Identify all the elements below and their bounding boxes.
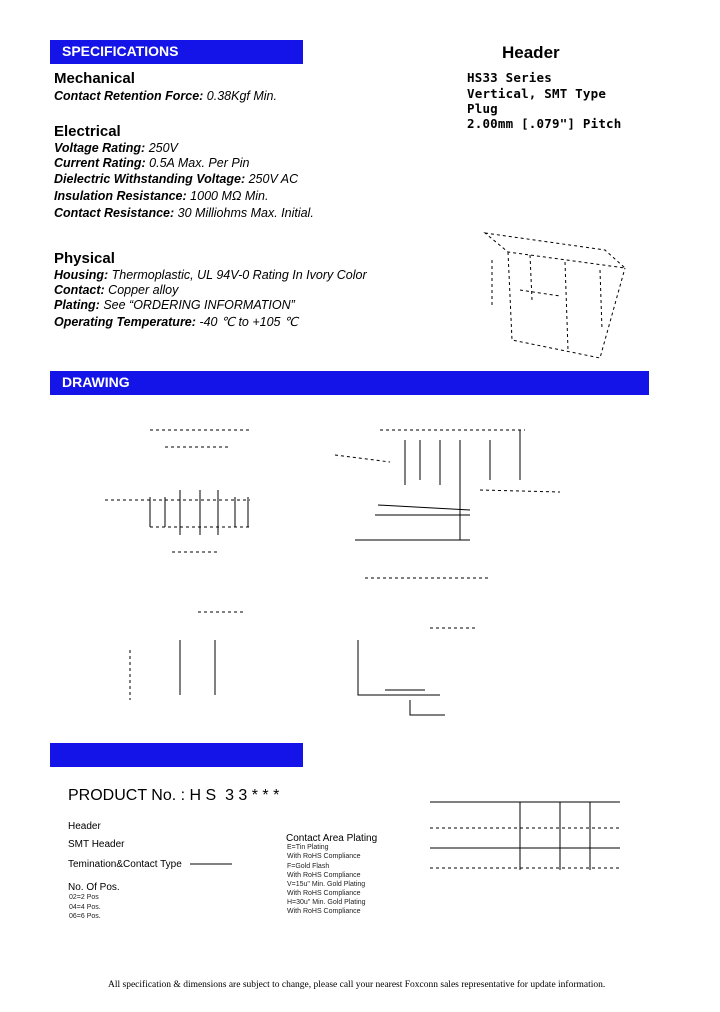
- electrical-item: Insulation Resistance: 1000 MΩ Min.: [54, 189, 269, 203]
- electrical-item: Current Rating: 0.5A Max. Per Pin: [54, 156, 250, 170]
- side-view-drawing: [335, 430, 560, 578]
- physical-item: Housing: Thermoplastic, UL 94V-0 Rating In Ivory Color: [54, 268, 367, 282]
- pos-option: 04=4 Pos.: [69, 904, 101, 911]
- physical-item: Contact: Copper alloy: [54, 283, 179, 297]
- ordering-table-sketch: [430, 802, 620, 870]
- product-number: PRODUCT No. : H S 3 3 * * *: [68, 787, 280, 804]
- specifications-title: SPECIFICATIONS: [62, 43, 179, 59]
- physical-item: Plating: See “ORDERING INFORMATION”: [54, 298, 295, 312]
- pos-option: 06=6 Pos.: [69, 913, 101, 920]
- physical-item: Operating Temperature: -40 ℃ to +105 ℃: [54, 315, 299, 329]
- no-of-pos-label: No. Of Pos.: [68, 882, 120, 893]
- pitch-label: 2.00mm [.079"] Pitch: [467, 116, 622, 131]
- electrical-item: Voltage Rating: 250V: [54, 141, 178, 155]
- plating-option: E=Tin Plating: [287, 844, 329, 851]
- plating-option: With RoHS Compliance: [287, 853, 361, 860]
- plug-label: Plug: [467, 101, 498, 116]
- mechanical-item: Contact Retention Force: 0.38Kgf Min.: [54, 89, 277, 103]
- plating-title: Contact Area Plating: [286, 833, 378, 844]
- plating-option: With RoHS Compliance: [287, 890, 361, 897]
- electrical-heading: Electrical: [54, 123, 121, 140]
- plating-option: With RoHS Compliance: [287, 908, 361, 915]
- physical-heading: Physical: [54, 250, 115, 267]
- connector-isometric-drawing: [485, 233, 625, 358]
- plating-option: F=Gold Flash: [287, 863, 330, 870]
- header-label: Header: [68, 821, 101, 832]
- detail-view-left: [130, 612, 245, 700]
- front-view-drawing: [105, 430, 250, 552]
- footer-note: All specification & dimensions are subject to change, please call your nearest Foxconn sales representative for update information.: [108, 980, 606, 990]
- ordering-title: ORDERING INFORMATION: [70, 768, 270, 784]
- termination-label: Temination&Contact Type: [68, 859, 182, 870]
- series-label: HS33 Series: [467, 70, 552, 85]
- electrical-item: Dielectric Withstanding Voltage: 250V AC: [54, 172, 299, 186]
- plating-option: With RoHS Compliance: [287, 872, 361, 879]
- type-label: Vertical, SMT Type: [467, 86, 607, 101]
- detail-view-right: [358, 628, 475, 715]
- smt-header-label: SMT Header: [68, 839, 125, 850]
- plating-option: H=30u" Min. Gold Plating: [287, 899, 366, 906]
- drawing-title: DRAWING: [62, 374, 130, 390]
- mechanical-heading: Mechanical: [54, 70, 135, 87]
- pos-option: 02=2 Pos: [69, 894, 99, 901]
- product-header-title: Header: [502, 43, 560, 62]
- electrical-item: Contact Resistance: 30 Milliohms Max. Initial.: [54, 206, 314, 220]
- plating-option: V=15u" Min. Gold Plating: [287, 881, 366, 888]
